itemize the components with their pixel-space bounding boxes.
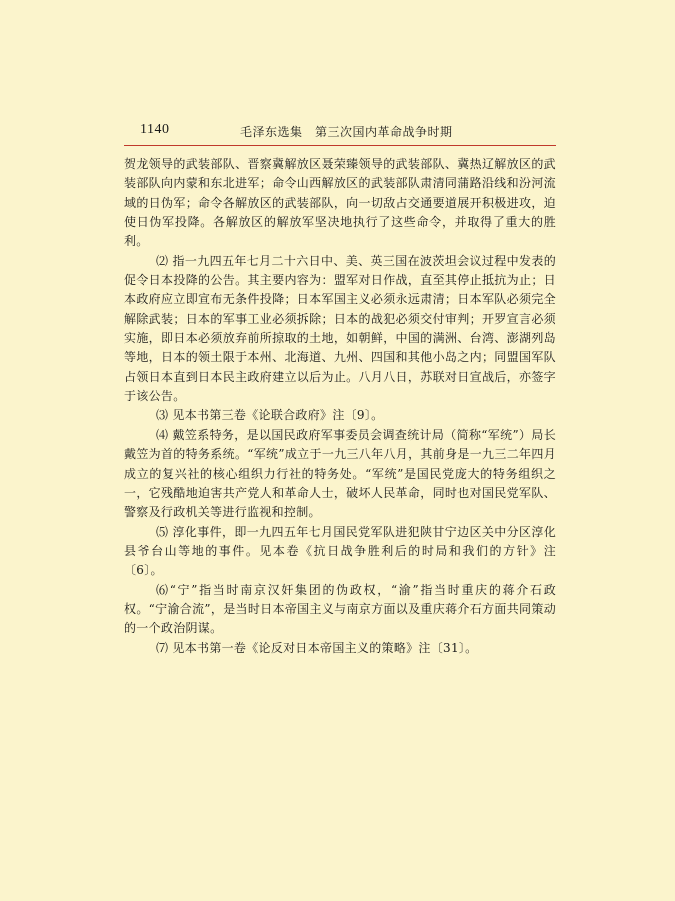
note-3: ⑶ 见本书第三卷《论联合政府》注〔9〕。 [156,408,384,423]
note-2: ⑵ 指一九四五年七月二十六日中、美、英三国在波茨坦会议过程中发表的促令日本投降的公告。其主要内容为：盟军对日作战，直至其停止抵抗为止；日本政府应立即宣布无条件投降；日本军国主义必须永远肃清；日本军队必须完全解除武装；日本的军事工业必须拆除；日本的战犯必须交付审判；开罗宣言必须实施，即日本必须放弃前所掠取的土地，如朝鲜，中国的满洲、台湾、澎湖列岛等地，日本的领土限于本州、北海道、九州、四国和其他小岛之内；同盟国军队占领日本直到日本民主政府建立以后为止。八月八日，苏联对日宣战后，亦签字于该公告。 [124,253,556,404]
page-header [124,122,556,146]
note-7: ⑺ 见本书第一卷《论反对日本帝国主义的策略》注〔31〕。 [156,640,478,655]
note-5: ⑸ 淳化事件，即一九四五年七月国民党军队进犯陕甘宁边区关中分区淳化县爷台山等地的事件。见本卷《抗日战争胜利后的时局和我们的方针》注〔6〕。 [124,524,556,578]
paragraph-continuation: 贺龙领导的武装部队、晋察冀解放区聂荣臻领导的武装部队、冀热辽解放区的武装部队向内蒙和东北进军；命令山西解放区的武装部队肃清同蒲路沿线和汾河流域的日伪军；命令各解放区的武装部队，向一切敌占交通要道展开积极进攻，迫使日伪军投降。各解放区的解放军坚决地执行了这些命令，并取得了重大的胜利。 [124,157,556,249]
header-rule [124,145,556,146]
body-text [124,155,556,658]
page-number: 1140 [140,122,170,137]
note-4: ⑷ 戴笠系特务，是以国民政府军事委员会调查统计局（简称“军统”）局长戴笠为首的特务系统。“军统”成立于一九三八年八月，其前身是一九三二年四月成立的复兴社的核心组织力行社的特务处。“军统”是国民党庞大的特务组织之一，它残酷地迫害共产党人和革命人士，破坏人民革命，同时也对国民党军队、警察及行政机关等进行监视和控制。 [124,427,556,520]
note-6: ⑹“宁”指当时南京汉奸集团的伪政权，“渝”指当时重庆的蒋介石政权。“宁渝合流”，是当时日本帝国主义与南京方面以及重庆蒋介石方面共同策动的一个政治阴谋。 [124,582,556,636]
running-title: 毛泽东选集 第三次国内革命战争时期 [240,125,453,139]
